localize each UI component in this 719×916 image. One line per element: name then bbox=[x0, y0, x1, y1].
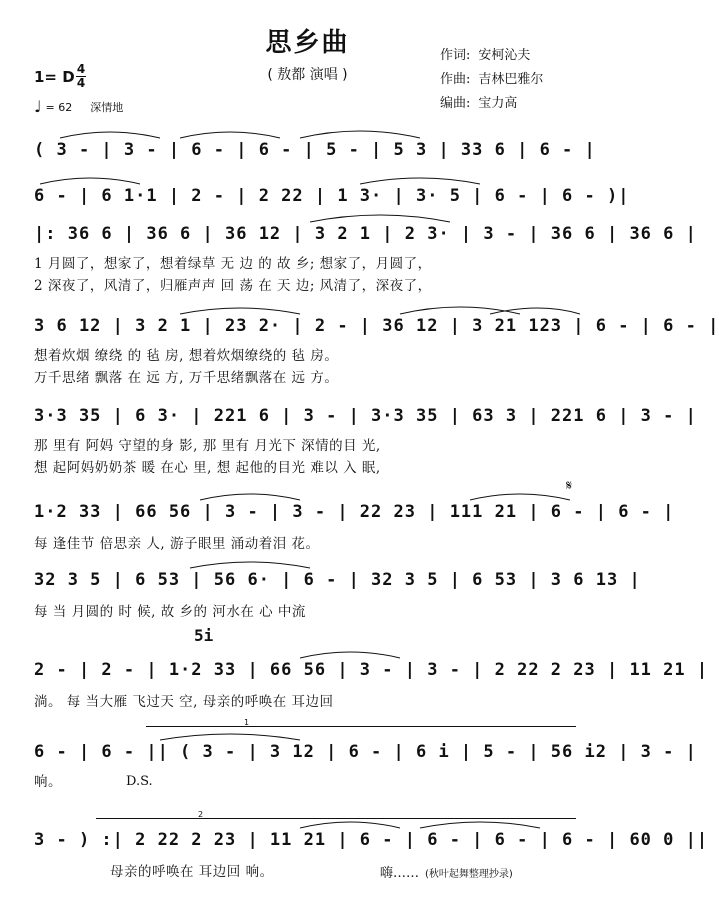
time-bottom: 4 bbox=[76, 76, 86, 90]
volta-1-number: 1 bbox=[244, 718, 250, 727]
slur-arc bbox=[190, 562, 310, 568]
ending-word: 嗨…… bbox=[380, 866, 420, 881]
slur-arc bbox=[160, 734, 300, 740]
grace-note: 5i bbox=[194, 626, 214, 645]
lyric-line-5: 那 里有 阿妈 守望的身 影, 那 里有 月光下 深情的目 光, bbox=[34, 438, 381, 454]
quarter-note-icon: ♩ bbox=[34, 97, 42, 116]
lyric-line-7: 每 逢佳节 倍思亲 人, 游子眼里 涌动着泪 花。 bbox=[34, 536, 320, 552]
slur-arc bbox=[300, 131, 420, 138]
slur-arc bbox=[60, 132, 160, 138]
key-signature: 1= D bbox=[34, 68, 75, 86]
slur-arc bbox=[360, 178, 480, 184]
page-subtitle: ( 敖都 演唱 ) bbox=[267, 67, 348, 83]
slur-arc bbox=[180, 132, 280, 138]
volta-2-number: 2 bbox=[198, 810, 204, 819]
slur-arc bbox=[400, 307, 520, 314]
credit-label: 作曲: bbox=[440, 72, 471, 87]
lyric-line-10: 响。 bbox=[34, 774, 62, 790]
lyric-line-3: 想着炊烟 缭绕 的 毡 房, 想着炊烟缭绕的 毡 房。 bbox=[34, 348, 339, 364]
time-top: 4 bbox=[76, 62, 86, 76]
music-line-9: 6 - | 6 - || ( 3 - | 3 12 | 6 - | 6 i | 5 - | 56 i2 | 3 - | bbox=[34, 742, 697, 762]
credit-value: 吉林巴雅尔 bbox=[478, 72, 544, 87]
lyric-line-8: 每 当 月圆的 时 候, 故 乡的 河水在 心 中流 bbox=[34, 604, 306, 620]
slur-arc bbox=[300, 652, 400, 658]
slur-arc bbox=[200, 494, 300, 500]
credit-value: 安柯沁夫 bbox=[478, 48, 531, 63]
music-line-8: 2 - | 2 - | 1·2 33 | 66 56 | 3 - | 3 - | 2 22 2 23 | 11 21 | bbox=[34, 660, 709, 680]
segno-icon: 𝄋 bbox=[566, 478, 573, 494]
lyric-line-11: 母亲的呼唤在 耳边回 响。 bbox=[110, 864, 274, 880]
tempo-mood: 深情地 bbox=[90, 101, 124, 114]
lyric-line-2: 2 深夜了，风清了，归雁声声 回 荡 在 天 边; 风清了，深夜了， bbox=[34, 278, 432, 294]
music-line-2: 6 - | 6 1·1 | 2 - | 2 22 | 1 3· | 3· 5 | 6 - | 6 - )| bbox=[34, 186, 630, 206]
music-line-10: 3 - ) :| 2 22 2 23 | 11 21 | 6 - | 6 - | 6 - | 6 - | 60 0 || bbox=[34, 830, 709, 850]
music-line-4: 3 6 12 | 3 2 1 | 23 2· | 2 - | 36 12 | 3 21 123 | 6 - | 6 - | bbox=[34, 316, 719, 336]
slur-arc bbox=[180, 308, 300, 314]
credit-label: 编曲: bbox=[440, 96, 471, 111]
page-title: 思乡曲 bbox=[265, 28, 350, 58]
music-line-3: |: 36 6 | 36 6 | 36 12 | 3 2 1 | 2 3· | 3 - | 36 6 | 36 6 | bbox=[34, 224, 697, 244]
slur-arc bbox=[470, 494, 570, 500]
source-credit: (秋叶起舞整理抄录) bbox=[425, 869, 513, 880]
lyric-line-6: 想 起阿妈奶奶茶 暖 在心 里, 想 起他的目光 难以 入 眠, bbox=[34, 460, 381, 476]
slur-arc bbox=[40, 178, 140, 184]
slur-arc bbox=[490, 308, 580, 314]
dal-segno-mark: D.S. bbox=[126, 774, 153, 789]
tempo-value: = 62 bbox=[45, 101, 73, 114]
music-line-7: 32 3 5 | 6 53 | 56 6· | 6 - | 32 3 5 | 6 53 | 3 6 13 | bbox=[34, 570, 641, 590]
slur-arc bbox=[310, 215, 450, 222]
credit-label: 作词: bbox=[440, 48, 471, 63]
slur-arc bbox=[420, 822, 540, 828]
music-line-6: 1·2 33 | 66 56 | 3 - | 3 - | 22 23 | 111 21 | 6 - | 6 - | bbox=[34, 502, 675, 522]
lyric-line-4: 万千思绪 飘落 在 远 方, 万千思绪飘落在 远 方。 bbox=[34, 370, 339, 386]
music-line-1: ( 3 - | 3 - | 6 - | 6 - | 5 - | 5 3 | 33 6 | 6 - | bbox=[34, 140, 596, 160]
lyric-line-1: 1 月圆了，想家了，想着绿草 无 边 的 故 乡; 想家了，月圆了， bbox=[34, 256, 432, 272]
lyric-line-9: 淌。 每 当大雁 飞过天 空, 母亲的呼唤在 耳边回 bbox=[34, 694, 334, 710]
slur-arc bbox=[300, 822, 400, 828]
music-line-5: 3·3 35 | 6 3· | 221 6 | 3 - | 3·3 35 | 63 3 | 221 6 | 3 - | bbox=[34, 406, 697, 426]
credit-value: 宝力高 bbox=[478, 96, 518, 111]
